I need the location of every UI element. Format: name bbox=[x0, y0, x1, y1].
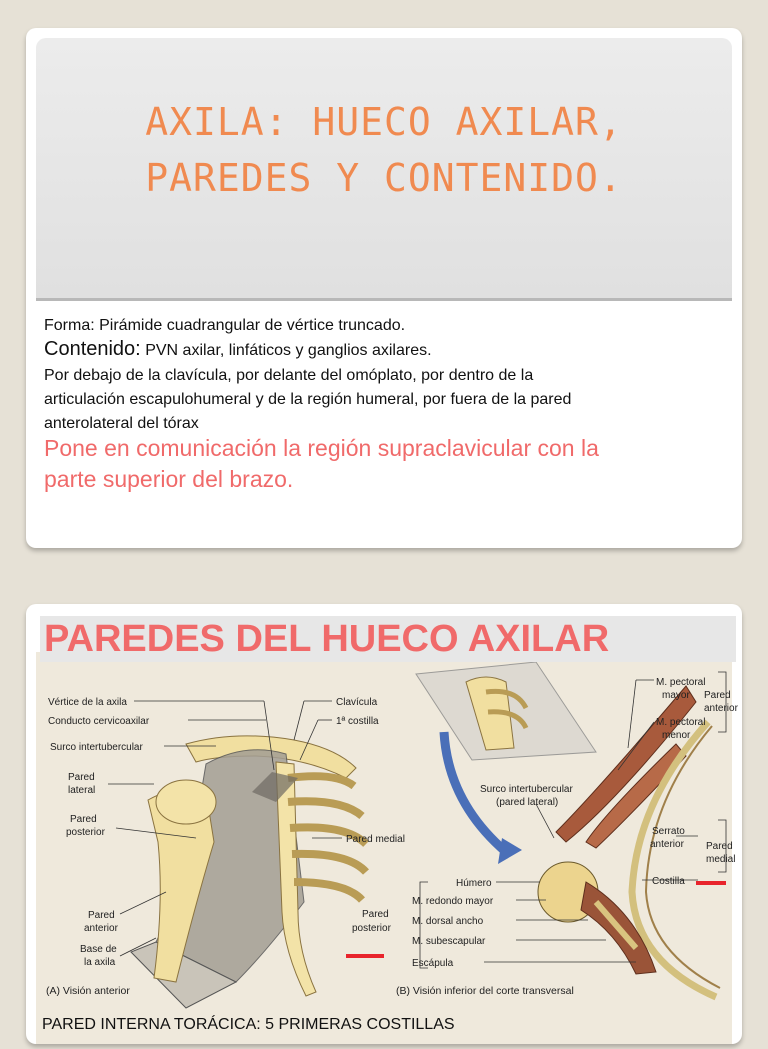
label-pectoral-menor-2: menor bbox=[662, 730, 691, 741]
title-panel bbox=[36, 38, 732, 301]
forma-text: Forma: Pirámide cuadrangular de vértice truncado. bbox=[44, 317, 406, 334]
slide-title-line2: PAREDES Y CONTENIDO. bbox=[145, 156, 623, 200]
label-anterior-1: Pared bbox=[88, 910, 115, 921]
location-line2: articulación escapulohumeral y de la región humeral, por fuera de la pared bbox=[44, 391, 572, 408]
label-dorsal: M. dorsal ancho bbox=[412, 916, 484, 927]
label-lateral-1: Pared bbox=[68, 772, 95, 783]
label-pared-medial-1: Pared bbox=[706, 841, 733, 852]
label-pectoral-menor-1: M. pectoral bbox=[656, 717, 706, 728]
figure-a-drawing bbox=[131, 736, 366, 1008]
label-medial: Pared medial bbox=[346, 834, 405, 845]
caption-b: (B) Visión inferior del corte transversal bbox=[396, 985, 574, 997]
red-marker-posterior bbox=[346, 954, 384, 958]
contenido-text: PVN axilar, linfáticos y ganglios axilares. bbox=[140, 342, 432, 359]
label-serrato-2: anterior bbox=[650, 839, 684, 850]
label-surco: Surco intertubercular bbox=[50, 742, 143, 753]
label-escapula: Escápula bbox=[412, 958, 454, 969]
slide-paredes bbox=[26, 604, 742, 1044]
contenido-line bbox=[44, 337, 432, 363]
label-humero: Húmero bbox=[456, 878, 492, 889]
label-pared-anterior-2: anterior bbox=[704, 703, 738, 714]
location-line1: Por debajo de la clavícula, por delante del omóplato, por dentro de la bbox=[44, 367, 534, 384]
slide-title-line1: AXILA: HUECO AXILAR, bbox=[145, 100, 623, 144]
label-clavicula: Clavícula bbox=[336, 697, 378, 708]
label-serrato-1: Serrato bbox=[652, 826, 685, 837]
label-vertice: Vértice de la axila bbox=[48, 697, 127, 708]
label-pectoral-mayor-2: mayor bbox=[662, 690, 690, 701]
contenido-label: Contenido: bbox=[44, 338, 141, 360]
red-markers bbox=[346, 881, 726, 958]
location-line3: anterolateral del tórax bbox=[44, 415, 199, 432]
label-conducto: Conducto cervicoaxilar bbox=[48, 716, 150, 727]
label-surco-b-2: (pared lateral) bbox=[496, 797, 559, 808]
slide2-title: PAREDES DEL HUECO AXILAR bbox=[40, 616, 736, 662]
slide-axila-intro bbox=[26, 28, 742, 548]
label-subescapular: M. subescapular bbox=[412, 936, 486, 947]
communication-line1: Pone en comunicación la región supraclavicular con la bbox=[44, 435, 599, 461]
label-pared-medial-2: medial bbox=[706, 854, 736, 865]
label-costilla-a: 1ª costilla bbox=[336, 716, 379, 727]
label-pectoral-mayor-1: M. pectoral bbox=[656, 677, 706, 688]
communication-line2: parte superior del brazo. bbox=[44, 466, 294, 492]
anatomy-figure bbox=[36, 652, 738, 1044]
label-base-2: la axila bbox=[84, 957, 116, 968]
label-pared-posterior-2: posterior bbox=[352, 923, 391, 934]
red-marker-medial bbox=[696, 881, 726, 885]
footer-text: PARED INTERNA TORÁCICA: 5 PRIMERAS COSTILLAS bbox=[42, 1016, 455, 1033]
label-anterior-2: anterior bbox=[84, 923, 118, 934]
caption-a: (A) Visión anterior bbox=[46, 985, 130, 997]
label-posterior-2: posterior bbox=[66, 827, 105, 838]
label-costilla-b: Costilla bbox=[652, 876, 685, 887]
label-redondo: M. redondo mayor bbox=[412, 896, 494, 907]
label-posterior-1: Pared bbox=[70, 814, 97, 825]
label-pared-posterior-1: Pared bbox=[362, 909, 389, 920]
anatomy-illustration bbox=[36, 652, 738, 1044]
label-base-1: Base de bbox=[80, 944, 117, 955]
label-surco-b-1: Surco intertubercular bbox=[480, 784, 573, 795]
label-pared-anterior-1: Pared bbox=[704, 690, 731, 701]
label-lateral-2: lateral bbox=[68, 785, 96, 796]
